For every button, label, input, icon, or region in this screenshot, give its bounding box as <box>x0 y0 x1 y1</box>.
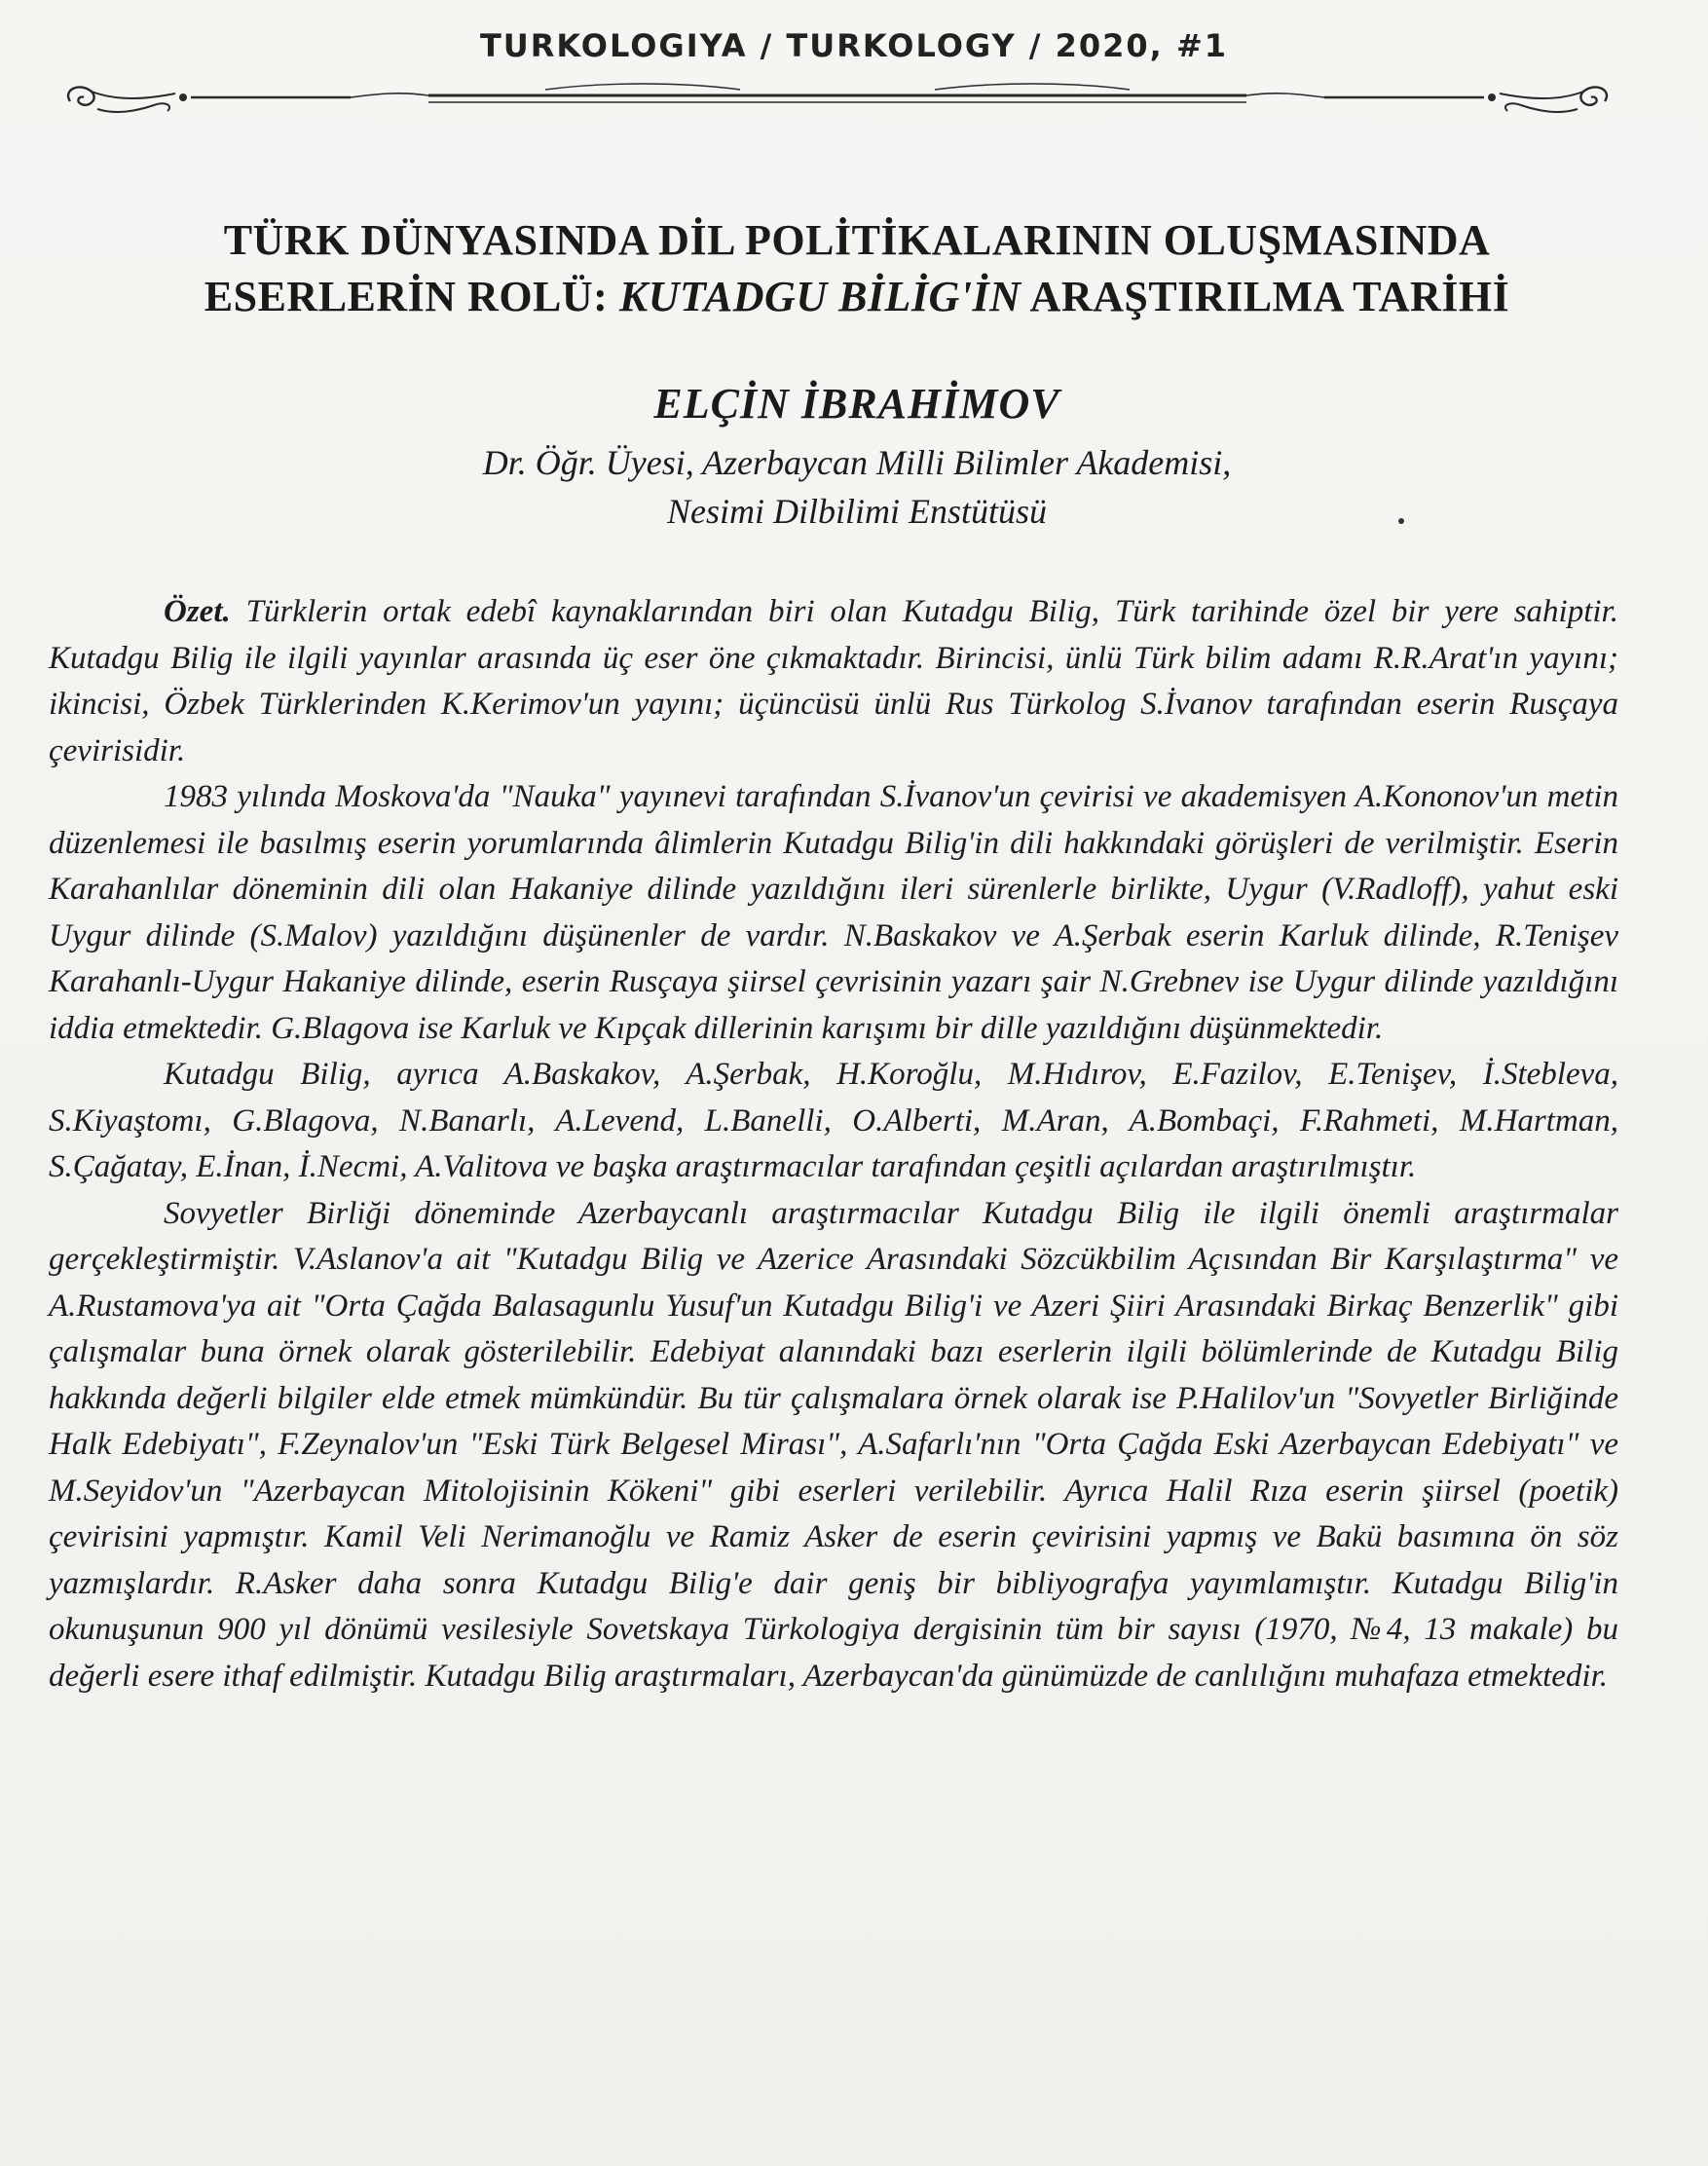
title-line-2-italic: KUTADGU BİLİG'İN <box>618 273 1021 320</box>
abstract-paragraph <box>49 589 1618 774</box>
article-title <box>78 212 1636 325</box>
body-paragraph-2: 1983 yılında Moskova'da "Nauka" yayınevi tarafından S.İvanov'un çevirisi ve akademisyen A.Kononov'un metin düzenlemesi ile basılmış eserin yorumlarında âlimlerin Kutadgu Bilig'in dili hakkındaki görüşleri de verilmiştir. Eserin Karahanlılar döneminin dili olan Hakaniye dilinde yazıldığını ileri sürenlerle birlikte, Uygur (V.Radloff), yahut eski Uygur dilinde (S.Malov) yazıldığını düşünenler de vardır. N.Baskakov ve A.Şerbak eserin Karluk dilinde, R.Tenişev Karahanlı-Uygur Hakaniye dilinde, eserin Rusçaya şiirsel çevrisinin yazarı şair N.Grebnev ise Uygur dilinde yazıldığını iddia etmektedir. G.Blagova ise Karluk ve Kıpçak dillerinin karışımı bir dille yazıldığını düşünmektedir. <box>49 779 1618 1046</box>
title-line-1: TÜRK DÜNYASINDA DİL POLİTİKALARININ OLUŞMASINDA <box>223 216 1491 264</box>
title-line-2-end: ARAŞTIRILMA TARİHİ <box>1021 273 1510 320</box>
affiliation-line-2: Nesimi Dilbilimi Enstütüsü <box>666 492 1048 531</box>
article-body <box>49 589 1618 1699</box>
abstract-label: Özet. <box>164 594 231 629</box>
running-head: TURKOLOGIYA / TURKOLOGY / 2020, #1 <box>479 27 1229 64</box>
decorative-scroll-rule-icon <box>58 76 1616 125</box>
body-paragraph-4: Sovyetler Birliği döneminde Azerbaycanlı araştırmacılar Kutadgu Bilig ile ilgili önemli araştırmalar gerçekleştirmiştir. V.Aslanov'a ait "Kutadgu Bilig ve Azerice Arasındaki Sözcükbilim Açısından Bir Karşılaştırma" ve A.Rustamova'ya ait "Orta Çağda Balasagunlu Yusuf'un Kutadgu Bilig'i ve Azeri Şiiri Arasındaki Birkaç Benzerlik" gibi çalışmalar buna örnek olarak gösterilebilir. Edebiyat alanındaki bazı eserlerin ilgili bölümlerinde de Kutadgu Bilig hakkında değerli bilgiler elde etmek mümkündür. Bu tür çalışmalara örnek olarak ise P.Halilov'un "Sovyetler Birliğinde Halk Edebiyatı", F.Zeynalov'un "Eski Türk Belgesel Mirası", A.Safarlı'nın "Orta Çağda Eski Azerbaycan Edebiyatı" ve M.Seyidov'un "Azerbaycan Mitolojisinin Kökeni" gibi eserleri verilebilir. Ayrıca Halil Rıza eserin şiirsel (poetik) çevirisini yapmıştır. Kamil Veli Nerimanoğlu ve Ramiz Asker de eserin çevirisini yapmış ve Bakü basımına ön söz yazmışlardır. R.Asker daha sonra Kutadgu Bilig'e dair geniş bir bibliyografya yayımlamıştır. Kutadgu Bilig'in okunuşunun 900 yıl dönümü vesilesiyle Sovetskaya Türkologiya dergisinin tüm bir sayısı (1970, №4, 13 makale) bu değerli esere ithaf edilmiştir. Kutadgu Bilig araştırmaları, Azerbaycan'da günümüzde de canlılığını muhafaza etmektedir. <box>49 1195 1618 1694</box>
abstract-text: Türklerin ortak edebî kaynaklarından biri olan Kutadgu Bilig, Türk tarihinde özel bir yere sahiptir. Kutadgu Bilig ile ilgili yayınlar arasında üç eser öne çıkmaktadır. Birincisi, ünlü Türk bilim adamı R.R.Arat'ın yayını; ikincisi, Özbek Türklerinden K.Kerimov'un yayını; üçüncüsü ünlü Rus Türkolog S.İvanov tarafından eserin Rusçaya çevirisidir. <box>49 594 1618 768</box>
title-line-2 <box>78 269 1636 325</box>
title-line-2-start: ESERLERİN ROLÜ: <box>204 273 619 320</box>
affiliation-line-1: Dr. Öğr. Üyesi, Azerbaycan Milli Bilimler Akademisi, <box>482 443 1232 482</box>
stray-mark <box>1398 518 1404 524</box>
author-name: ELÇİN İBRAHİMOV <box>653 380 1060 428</box>
body-paragraph-3: Kutadgu Bilig, ayrıca A.Baskakov, A.Şerbak, H.Koroğlu, M.Hıdırov, E.Fazilov, E.Tenişev, İ.Stebleva, S.Kiyaştomı, G.Blagova, N.Banarlı, A.Levend, L.Banelli, O.Alberti, M.Aran, A.Bombaçi, F.Rahmeti, M.Hartman, S.Çağatay, E.İnan, İ.Necmi, A.Valitova ve başka araştırmacılar tarafından çeşitli açılardan araştırılmıştır. <box>49 1057 1618 1184</box>
